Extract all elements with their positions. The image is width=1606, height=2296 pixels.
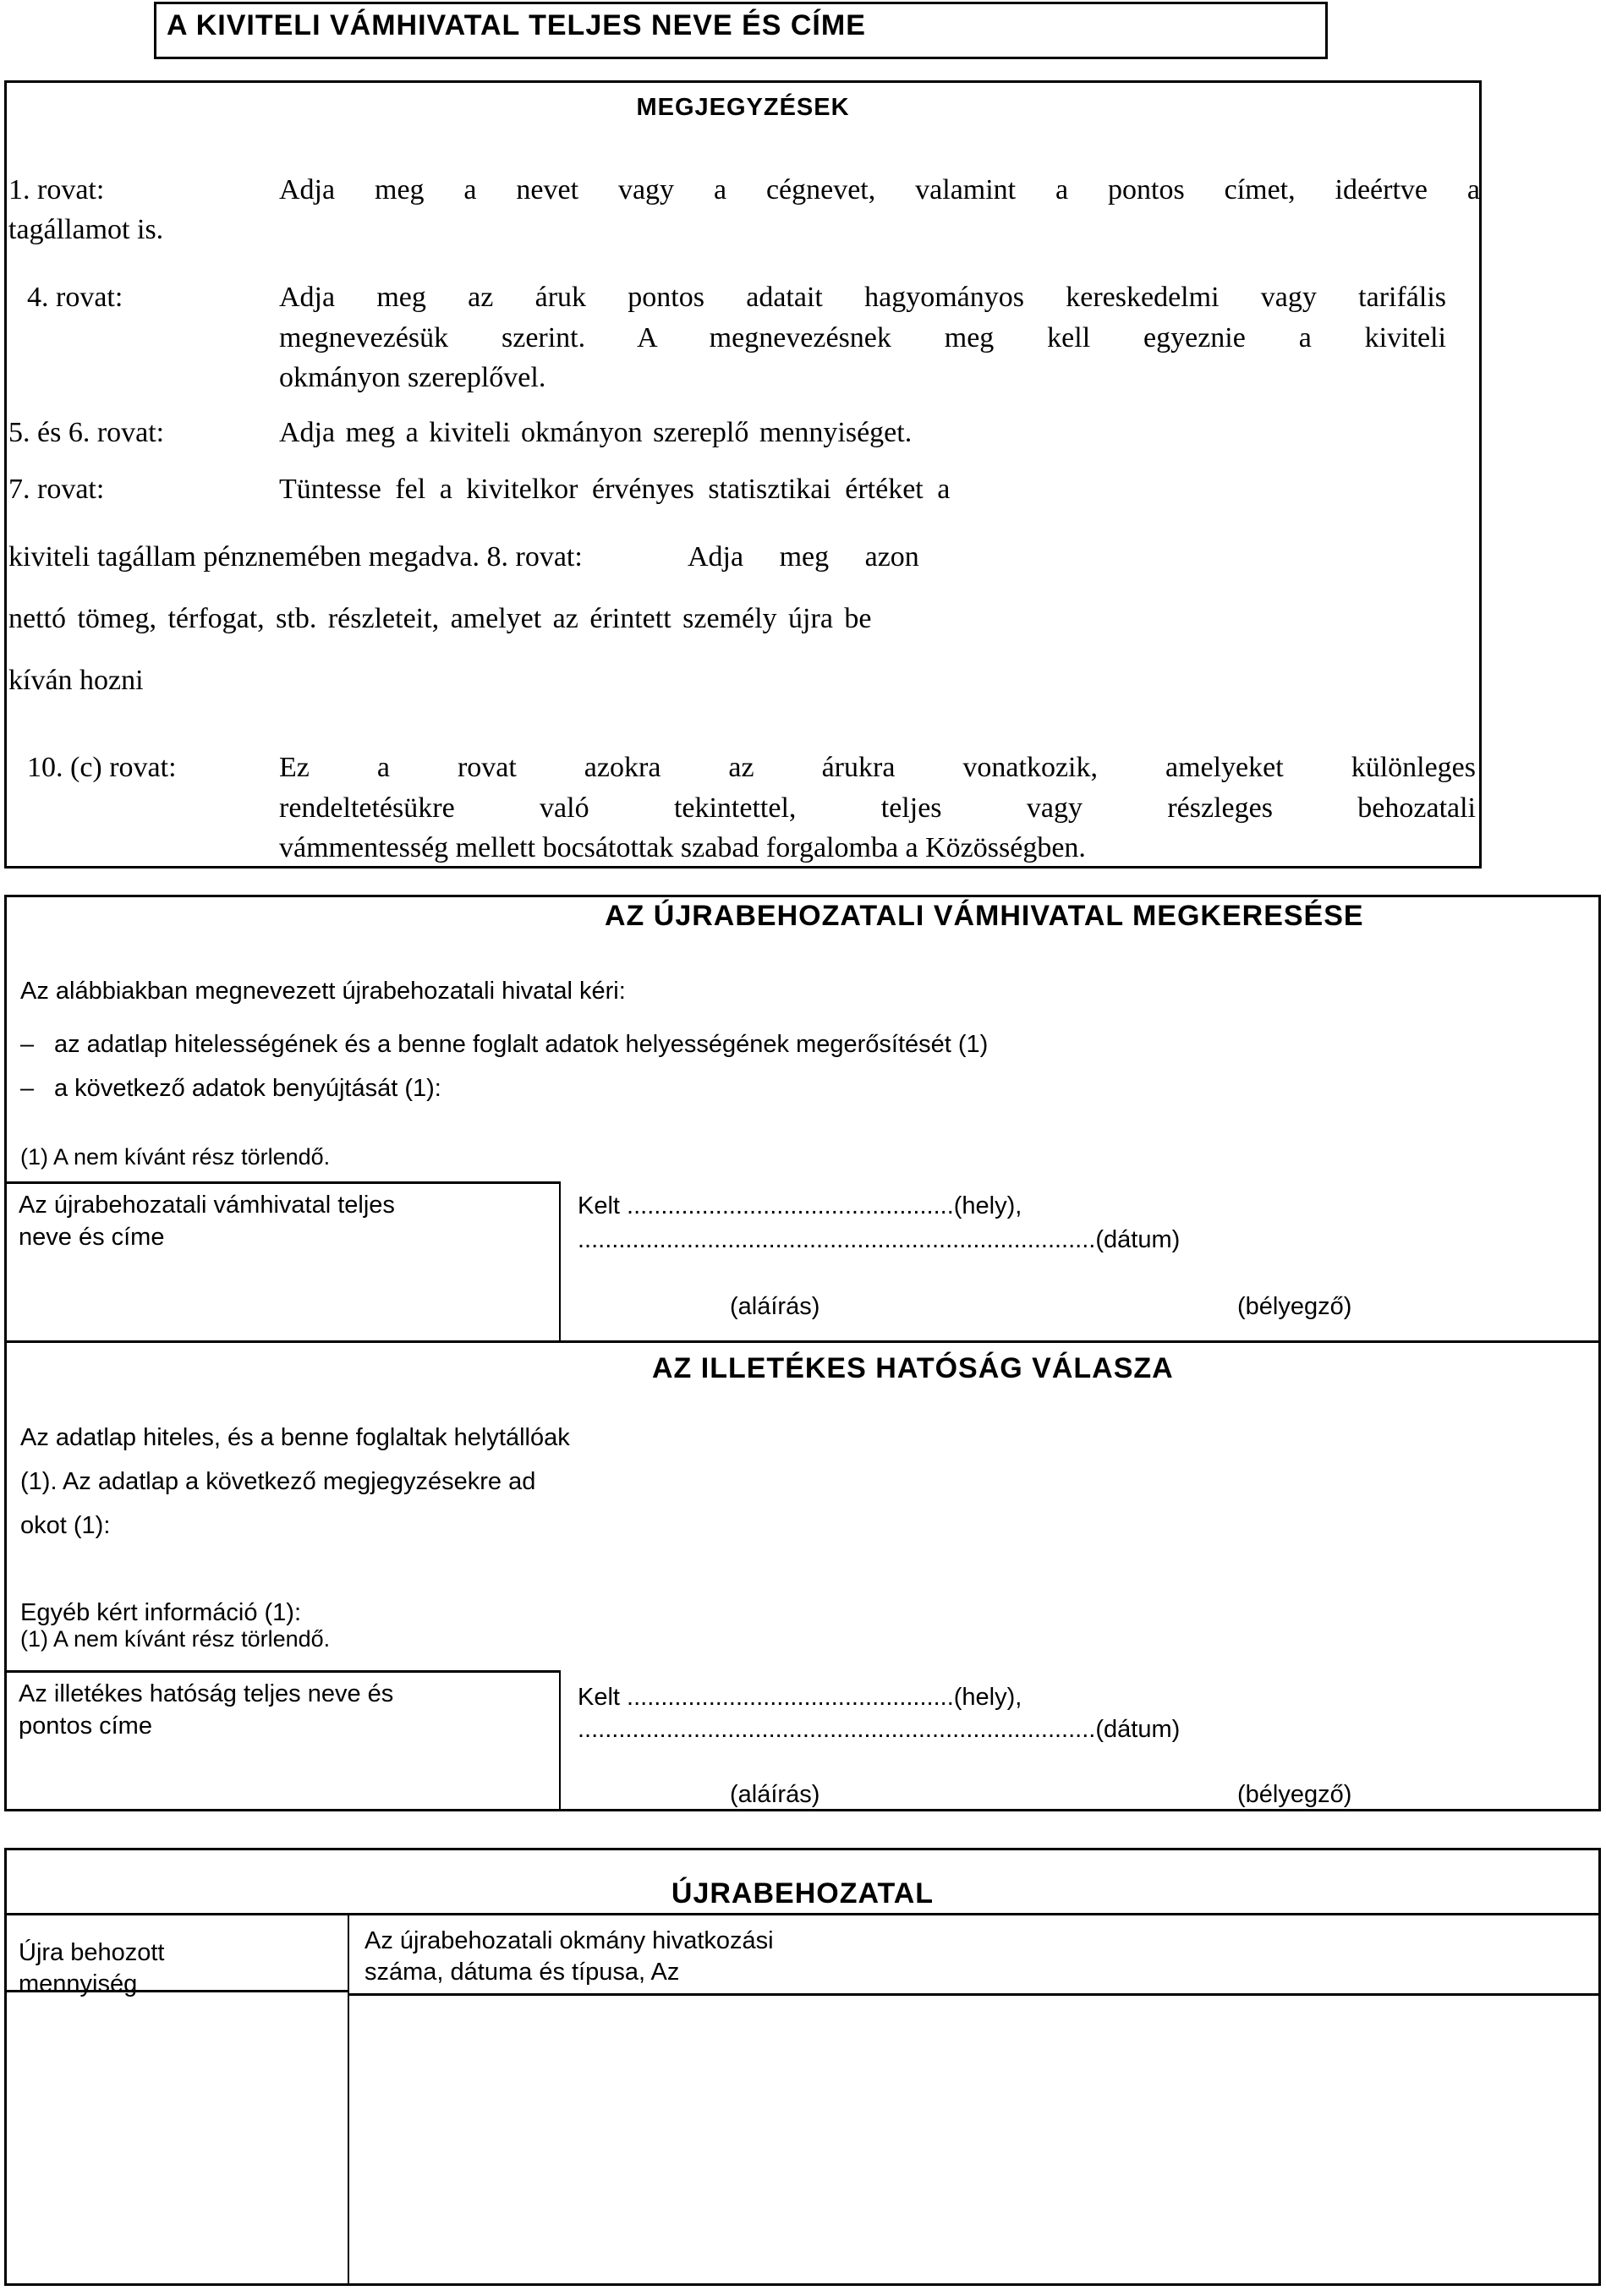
doc-column-row-line bbox=[349, 1993, 1598, 1996]
request-bullet-1: az adatlap hitelességének és a benne foglalt adatok helyességének megerősítését (1) bbox=[54, 1031, 989, 1058]
export-office-title: A KIVITELI VÁMHIVATAL TELJES NEVE ÉS CÍME bbox=[167, 9, 866, 41]
office-name-line: neve és címe bbox=[19, 1224, 165, 1251]
note-line: Tüntesse fel a kivitelkor érvényes statisztikai értéket a bbox=[279, 474, 951, 505]
section-divider-line bbox=[7, 1340, 1598, 1343]
kelt-date-line: ............................................................................(dátum) bbox=[578, 1226, 1181, 1253]
qty-column-row-line bbox=[7, 1990, 348, 1992]
notes-box bbox=[4, 80, 1482, 869]
reimport-doc-header-line: száma, dátuma és típusa, Az bbox=[365, 1959, 680, 1986]
notes-heading: MEGJEGYZÉSEK bbox=[636, 94, 850, 121]
reimport-box bbox=[4, 1848, 1601, 2286]
note-line: Adja meg a kiviteli okmányon szereplő mennyiséget. bbox=[279, 417, 913, 448]
note-line: rendeltetésükre való tekintettel, teljes vagy részleges behozatali bbox=[279, 792, 1476, 824]
note-line: vámmentesség mellett bocsátottak szabad forgalomba a Közösségben. bbox=[279, 832, 1086, 863]
note-label-10c: 10. (c) rovat: bbox=[27, 752, 177, 783]
note-line: Ez a rovat azokra az árukra vonatkozik, amelyeket különleges bbox=[279, 752, 1476, 783]
response-line: okot (1): bbox=[20, 1512, 111, 1539]
request-bullet-2: a következő adatok benyújtását (1): bbox=[54, 1075, 441, 1102]
reimport-qty-header-line: mennyiség bbox=[19, 1970, 138, 1997]
stamp-label: (bélyegző) bbox=[1237, 1781, 1352, 1808]
bullet-dash: – bbox=[20, 1075, 35, 1102]
footnote-1: (1) A nem kívánt rész törlendő. bbox=[20, 1144, 331, 1170]
note-label-7: 7. rovat: bbox=[8, 474, 105, 505]
reimport-doc-header-line: Az újrabehozatali okmány hivatkozási bbox=[365, 1927, 774, 1954]
note-line: megnevezésük szerint. A megnevezésnek meg kell egyeznie a kiviteli bbox=[279, 322, 1446, 353]
request-heading: AZ ÚJRABEHOZATALI VÁMHIVATAL MEGKERESÉSE bbox=[605, 900, 1364, 932]
authority-name-cell bbox=[7, 1670, 561, 1809]
signature-label: (aláírás) bbox=[730, 1293, 820, 1320]
request-intro: Az alábbiakban megnevezett újrabehozatali hivatal kéri: bbox=[20, 978, 626, 1005]
note-label-5-6: 5. és 6. rovat: bbox=[8, 417, 165, 448]
signature-label: (aláírás) bbox=[730, 1781, 820, 1808]
note-line: Adja meg azon bbox=[688, 541, 919, 573]
office-name-cell bbox=[7, 1181, 561, 1340]
note-line: nettó tömeg, térfogat, stb. részleteit, amelyet az érintett személy újra be bbox=[8, 603, 872, 634]
note-line: kiviteli tagállam pénznemében megadva. 8. rovat: bbox=[8, 541, 583, 573]
note-line: Adja meg az áruk pontos adatait hagyományos kereskedelmi vagy tarifális bbox=[279, 282, 1446, 313]
note-line: Adja meg a nevet vagy a cégnevet, valamint a pontos címet, ideértve a bbox=[279, 174, 1480, 205]
kelt-place-line: Kelt ................................................(hely), bbox=[578, 1192, 1022, 1219]
note-label-4: 4. rovat: bbox=[27, 282, 123, 313]
note-line: kíván hozni bbox=[8, 665, 144, 696]
office-name-line: Az újrabehozatali vámhivatal teljes bbox=[19, 1192, 395, 1219]
reimport-qty-header-line: Újra behozott bbox=[19, 1939, 165, 1966]
other-info-line: Egyéb kért információ (1): bbox=[20, 1599, 302, 1626]
response-line: Az adatlap hiteles, és a benne foglaltak helytállóak bbox=[20, 1424, 570, 1451]
export-office-title-box bbox=[154, 2, 1328, 59]
reimport-column-divider bbox=[348, 1913, 349, 2283]
authority-name-line: Az illetékes hatóság teljes neve és bbox=[19, 1680, 394, 1707]
note-line: tagállamot is. bbox=[8, 214, 164, 245]
footnote-2: (1) A nem kívánt rész törlendő. bbox=[20, 1626, 331, 1652]
note-label-1: 1. rovat: bbox=[8, 174, 105, 205]
note-line: okmányon szereplővel. bbox=[279, 362, 546, 393]
bullet-dash: – bbox=[20, 1031, 35, 1058]
response-line: (1). Az adatlap a következő megjegyzésekre ad bbox=[20, 1468, 536, 1495]
request-box bbox=[4, 895, 1601, 1811]
reimport-heading: ÚJRABEHOZATAL bbox=[671, 1877, 935, 1910]
response-heading: AZ ILLETÉKES HATÓSÁG VÁLASZA bbox=[652, 1352, 1174, 1384]
kelt-date-line: ............................................................................(dátum) bbox=[578, 1716, 1181, 1743]
kelt-place-line: Kelt ................................................(hely), bbox=[578, 1684, 1022, 1711]
reimport-header-line bbox=[7, 1913, 1598, 1915]
authority-name-line: pontos címe bbox=[19, 1712, 152, 1740]
stamp-label: (bélyegző) bbox=[1237, 1293, 1352, 1320]
